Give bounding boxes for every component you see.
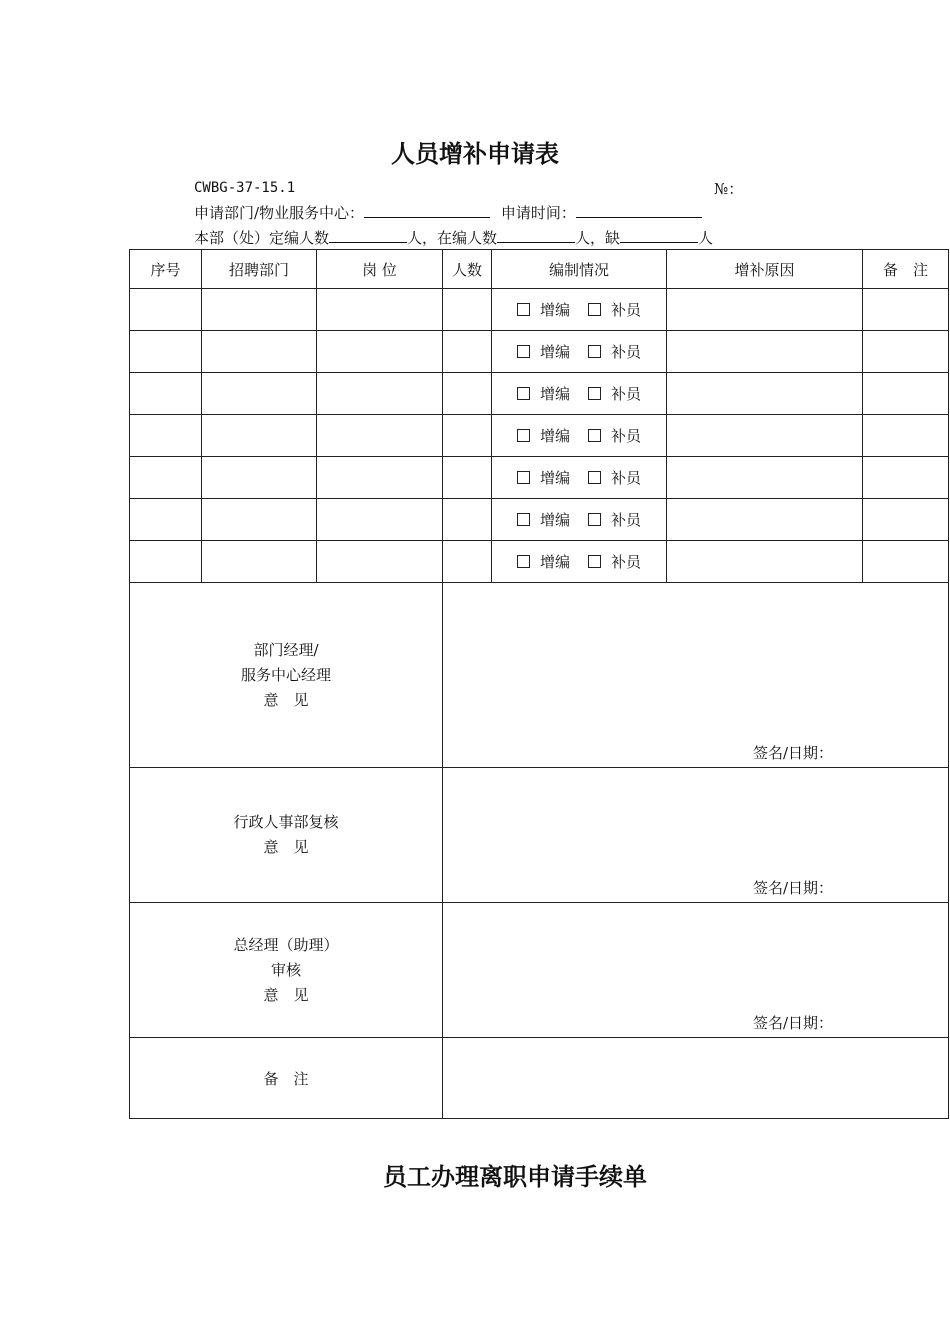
count-cell[interactable] (443, 289, 492, 331)
remarks-label: 备 注 (130, 1038, 443, 1119)
seq-cell[interactable] (130, 289, 202, 331)
position-cell[interactable] (317, 289, 443, 331)
remarks-field[interactable] (443, 1038, 949, 1119)
reason-cell[interactable] (667, 457, 863, 499)
count-cell[interactable] (443, 373, 492, 415)
staffing-cell (492, 331, 667, 373)
remarks-cell[interactable] (863, 331, 949, 373)
reason-cell[interactable] (667, 541, 863, 583)
staffing-cell (492, 289, 667, 331)
col-seq: 序号 (130, 250, 202, 289)
dept-cell[interactable] (202, 541, 317, 583)
remarks-cell[interactable] (863, 415, 949, 457)
col-reason: 增补原因 (667, 250, 863, 289)
remarks-cell[interactable] (863, 499, 949, 541)
quota-field[interactable] (329, 228, 407, 243)
time-label: 申请时间： (500, 204, 576, 222)
replacement-label: 补员 (611, 301, 642, 319)
replacement-checkbox[interactable] (588, 345, 601, 358)
count-cell[interactable] (443, 331, 492, 373)
add-staff-checkbox[interactable] (517, 429, 530, 442)
position-cell[interactable] (317, 499, 443, 541)
seq-cell[interactable] (130, 415, 202, 457)
table-row (130, 415, 949, 457)
count-cell[interactable] (443, 541, 492, 583)
col-count: 人数 (443, 250, 492, 289)
count-cell[interactable] (443, 415, 492, 457)
col-remarks: 备 注 (863, 250, 949, 289)
gm-approval-opinion[interactable] (443, 903, 949, 1038)
col-dept: 招聘部门 (202, 250, 317, 289)
replacement-label: 补员 (611, 427, 642, 445)
add-staff-checkbox[interactable] (517, 471, 530, 484)
position-cell[interactable] (317, 457, 443, 499)
hr-review-label: 行政人事部复核 意 见 (130, 768, 443, 903)
add-staff-label: 增编 (539, 385, 570, 403)
form-title: 人员增补申请表 (391, 140, 559, 168)
remarks-cell[interactable] (863, 457, 949, 499)
dept-manager-label: 部门经理/ 服务中心经理 意 见 (130, 583, 443, 768)
table-row (130, 541, 949, 583)
shortage-field[interactable] (620, 228, 698, 243)
position-cell[interactable] (317, 541, 443, 583)
position-cell[interactable] (317, 415, 443, 457)
form-number-label: №： (714, 180, 744, 198)
add-staff-label: 增编 (539, 343, 570, 361)
add-staff-label: 增编 (539, 301, 570, 319)
reason-cell[interactable] (667, 289, 863, 331)
seq-cell[interactable] (130, 331, 202, 373)
count-cell[interactable] (443, 499, 492, 541)
position-cell[interactable] (317, 373, 443, 415)
signature-date-label: 签名/日期： (753, 744, 834, 762)
replacement-label: 补员 (611, 553, 642, 571)
dept-manager-opinion[interactable] (443, 583, 949, 768)
reason-cell[interactable] (667, 415, 863, 457)
signature-date-label: 签名/日期： (753, 1014, 834, 1032)
dept-field[interactable] (364, 203, 490, 218)
header-row (130, 250, 949, 289)
seq-cell[interactable] (130, 541, 202, 583)
replacement-label: 补员 (611, 511, 642, 529)
table-row (130, 499, 949, 541)
replacement-checkbox[interactable] (588, 555, 601, 568)
seq-cell[interactable] (130, 499, 202, 541)
staffing-cell (492, 499, 667, 541)
reason-cell[interactable] (667, 499, 863, 541)
replacement-checkbox[interactable] (588, 387, 601, 400)
position-cell[interactable] (317, 331, 443, 373)
replacement-checkbox[interactable] (588, 303, 601, 316)
dept-cell[interactable] (202, 331, 317, 373)
next-form-title: 员工办理离职申请手续单 (383, 1163, 647, 1191)
current-field[interactable] (497, 228, 575, 243)
col-staffing: 编制情况 (492, 250, 667, 289)
add-staff-checkbox[interactable] (517, 513, 530, 526)
replacement-checkbox[interactable] (588, 513, 601, 526)
quota-line: 本部（处）定编人数 人，在编人数 人，缺 人 (194, 229, 714, 247)
gm-approval-label: 总经理（助理） 审核 意 见 (130, 903, 443, 1038)
time-field[interactable] (576, 203, 702, 218)
table-row (130, 289, 949, 331)
dept-cell[interactable] (202, 289, 317, 331)
hr-review-row (130, 768, 949, 903)
remarks-cell[interactable] (863, 289, 949, 331)
add-staff-label: 增编 (539, 511, 570, 529)
staffing-cell (492, 373, 667, 415)
hr-review-opinion[interactable] (443, 768, 949, 903)
remarks-row (130, 1038, 949, 1119)
add-staff-checkbox[interactable] (517, 303, 530, 316)
dept-manager-row (130, 583, 949, 768)
add-staff-checkbox[interactable] (517, 345, 530, 358)
add-staff-checkbox[interactable] (517, 555, 530, 568)
replacement-label: 补员 (611, 385, 642, 403)
add-staff-label: 增编 (539, 469, 570, 487)
gm-approval-row (130, 903, 949, 1038)
table-row (130, 373, 949, 415)
seq-cell[interactable] (130, 457, 202, 499)
table-row (130, 457, 949, 499)
staffing-cell (492, 415, 667, 457)
dept-cell[interactable] (202, 415, 317, 457)
dept-cell[interactable] (202, 499, 317, 541)
signature-date-label: 签名/日期： (753, 879, 834, 897)
replacement-checkbox[interactable] (588, 429, 601, 442)
staffing-cell (492, 457, 667, 499)
dept-line (194, 202, 702, 223)
reason-cell[interactable] (667, 331, 863, 373)
remarks-cell[interactable] (863, 373, 949, 415)
dept-label: 申请部门/物业服务中心： (194, 204, 365, 222)
add-staff-label: 增编 (539, 553, 570, 571)
replacement-checkbox[interactable] (588, 471, 601, 484)
remarks-cell[interactable] (863, 541, 949, 583)
col-position: 岗 位 (317, 250, 443, 289)
replacement-label: 补员 (611, 343, 642, 361)
dept-cell[interactable] (202, 373, 317, 415)
table-row (130, 331, 949, 373)
add-staff-checkbox[interactable] (517, 387, 530, 400)
replacement-label: 补员 (611, 469, 642, 487)
reason-cell[interactable] (667, 373, 863, 415)
add-staff-label: 增编 (539, 427, 570, 445)
seq-cell[interactable] (130, 373, 202, 415)
dept-cell[interactable] (202, 457, 317, 499)
staffing-cell (492, 541, 667, 583)
application-table (129, 249, 949, 1119)
form-code: CWBG-37-15.1 (194, 180, 296, 196)
count-cell[interactable] (443, 457, 492, 499)
